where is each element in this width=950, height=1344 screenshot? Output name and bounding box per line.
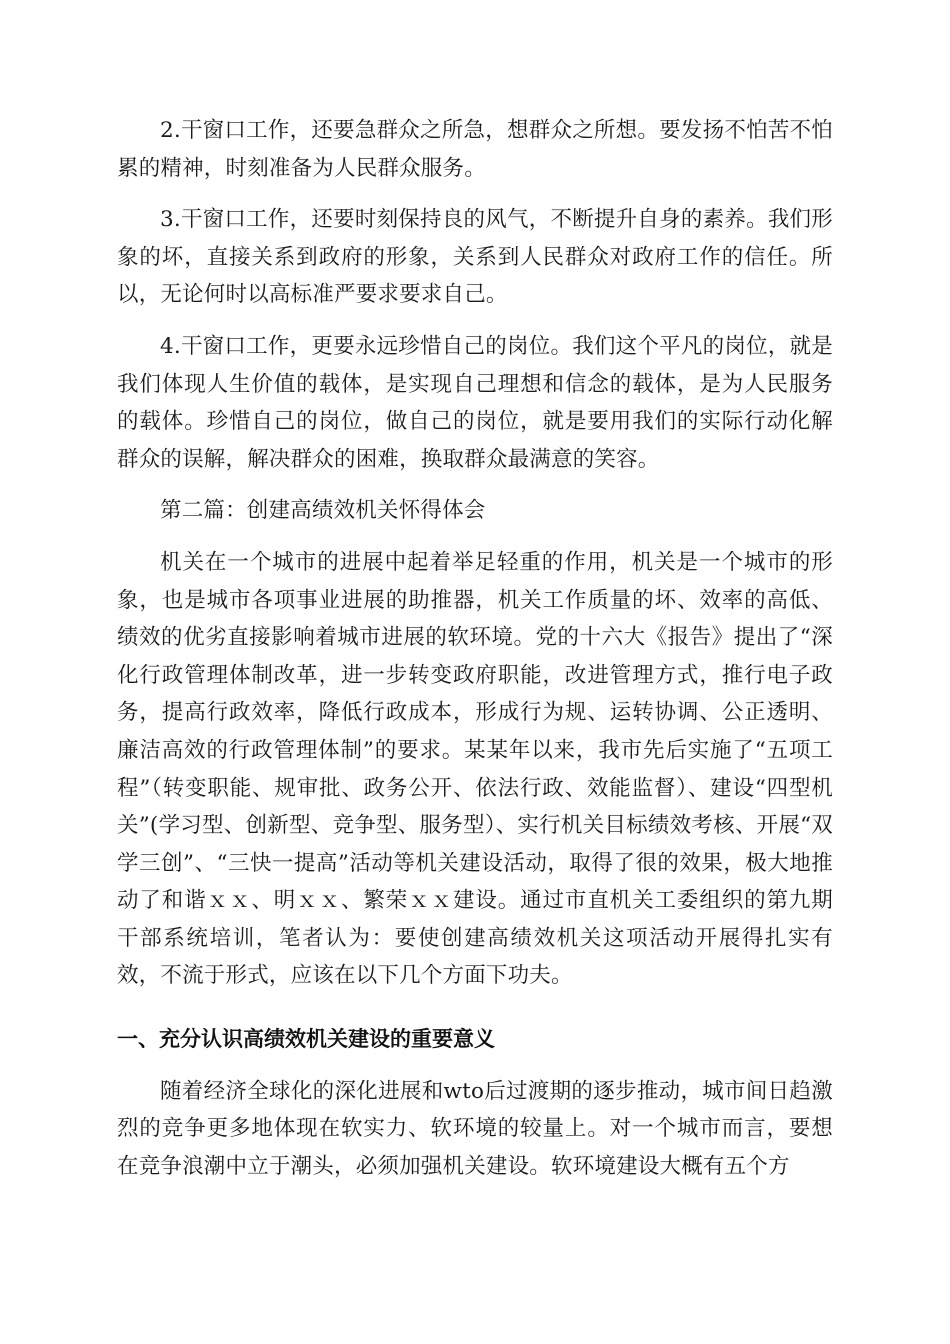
document-page: [117, 112, 833, 1199]
paragraph-window-work-3: 3.干窗口工作，还要时刻保持良的风气，不断提升自身的素养。我们形象的坏，直接关系到政府的形象，关系到人民群众对政府工作的信任。所以，无论何时以高标准严要求要求自己。: [117, 207, 833, 308]
paragraph-institution-intro: 机关在一个城市的进展中起着举足轻重的作用，机关是一个城市的形象，也是城市各项事业进展的助推器，机关工作质量的坏、效率的高低、绩效的优劣直接影响着城市进展的软环境。党的十六大《报告》提出了“深化行政管理体制改革，进一步转变政府职能，改进管理方式，推行电子政务，提高行政效率，降低行政成本，形成行为规、运转协调、公正透明、廉洁高效的行政管理体制”的要求。某某年以来，我市先后实施了“五项工程”（转变职能、规审批、政务公开、依法行政、效能监督）、建设“四型机关”(学习型、创新型、竞争型、服务型）、实行机关目标绩效考核、开展“双学三创”、“三快一提高”活动等机关建设活动，取得了很的效果，极大地推动了和谐ｘｘ、明ｘｘ、繁荣ｘｘ建设。通过市直机关工委组织的第九期干部系统培训，笔者认为：要使创建高绩效机关这项活动开展得扎实有效，不流于形式，应该在以下几个方面下功夫。: [117, 549, 833, 989]
section-heading-1: 一、充分认识高绩效机关建设的重要意义: [117, 1027, 495, 1052]
section-title-part-two: 第二篇：创建高绩效机关怀得体会: [160, 498, 486, 524]
paragraph-globalization: 随着经济全球化的深化进展和wto后过渡期的逐步推动，城市间日趋激烈的竞争更多地体现在软实力、软环境的较量上。对一个城市而言，要想在竞争浪潮中立于潮头，必须加强机关建设。软环境建设大概有五个方: [117, 1078, 833, 1179]
paragraph-window-work-4: 4.干窗口工作，更要永远珍惜自己的岗位。我们这个平凡的岗位，就是我们体现人生价值的载体，是实现自己理想和信念的载体，是为人民服务的载体。珍惜自己的岗位，做自己的岗位，就是要用我们的实际行动化解群众的误解，解决群众的困难，换取群众最满意的笑容。: [117, 333, 833, 472]
paragraph-window-work-2: 2.干窗口工作，还要急群众之所急，想群众之所想。要发扬不怕苦不怕累的精神，时刻准备为人民群众服务。: [117, 118, 833, 181]
